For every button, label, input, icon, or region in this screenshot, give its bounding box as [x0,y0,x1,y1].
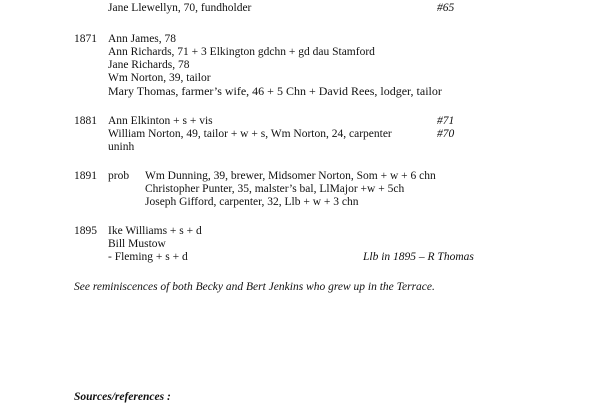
entry-line: Wm Dunning, 39, brewer, Midsomer Norton, Som + w + 6 chn [145,170,436,182]
entry-line: William Norton, 49, tailor + w + s, Wm Norton, 24, carpenter [108,128,392,140]
entry-line: Joseph Gifford, carpenter, 32, Llb + w + 3 chn [145,196,359,208]
entry-line: Wm Norton, 39, tailor [108,72,211,84]
sources-heading: Sources/references : [74,391,171,403]
entry-line: Jane Richards, 78 [108,59,190,71]
reference-number: #71 [437,115,455,127]
census-year: 1871 [74,33,97,45]
census-year: 1881 [74,115,97,127]
entry-line: Ann Richards, 71 + 3 Elkington gdchn + gd dau Stamford [108,46,375,58]
census-year: 1891 [74,170,97,182]
census-year: 1895 [74,225,97,237]
entry-line: Jane Llewellyn, 70, fundholder [108,2,252,14]
entry-line: Ann Elkinton + s + vis [108,115,213,127]
reminiscence-note: See reminiscences of both Becky and Bert Jenkins who grew up in the Terrace. [74,281,435,293]
reference-number: #70 [437,128,455,140]
entry-line: Ann James, 78 [108,33,177,45]
probable-label: prob [108,170,130,182]
note: Llb in 1895 – R Thomas [363,251,474,263]
reference-number: #65 [437,2,455,14]
entry-line: Christopher Punter, 35, malster’s bal, LlMajor +w + 5ch [145,183,405,195]
entry-line: Bill Mustow [108,238,166,250]
entry-line: Ike Williams + s + d [108,225,202,237]
entry-line: - Fleming + s + d [108,251,188,263]
entry-line: uninh [108,141,135,153]
entry-line: Mary Thomas, farmer’s wife, 46 + 5 Chn + David Rees, lodger, tailor [108,84,442,98]
